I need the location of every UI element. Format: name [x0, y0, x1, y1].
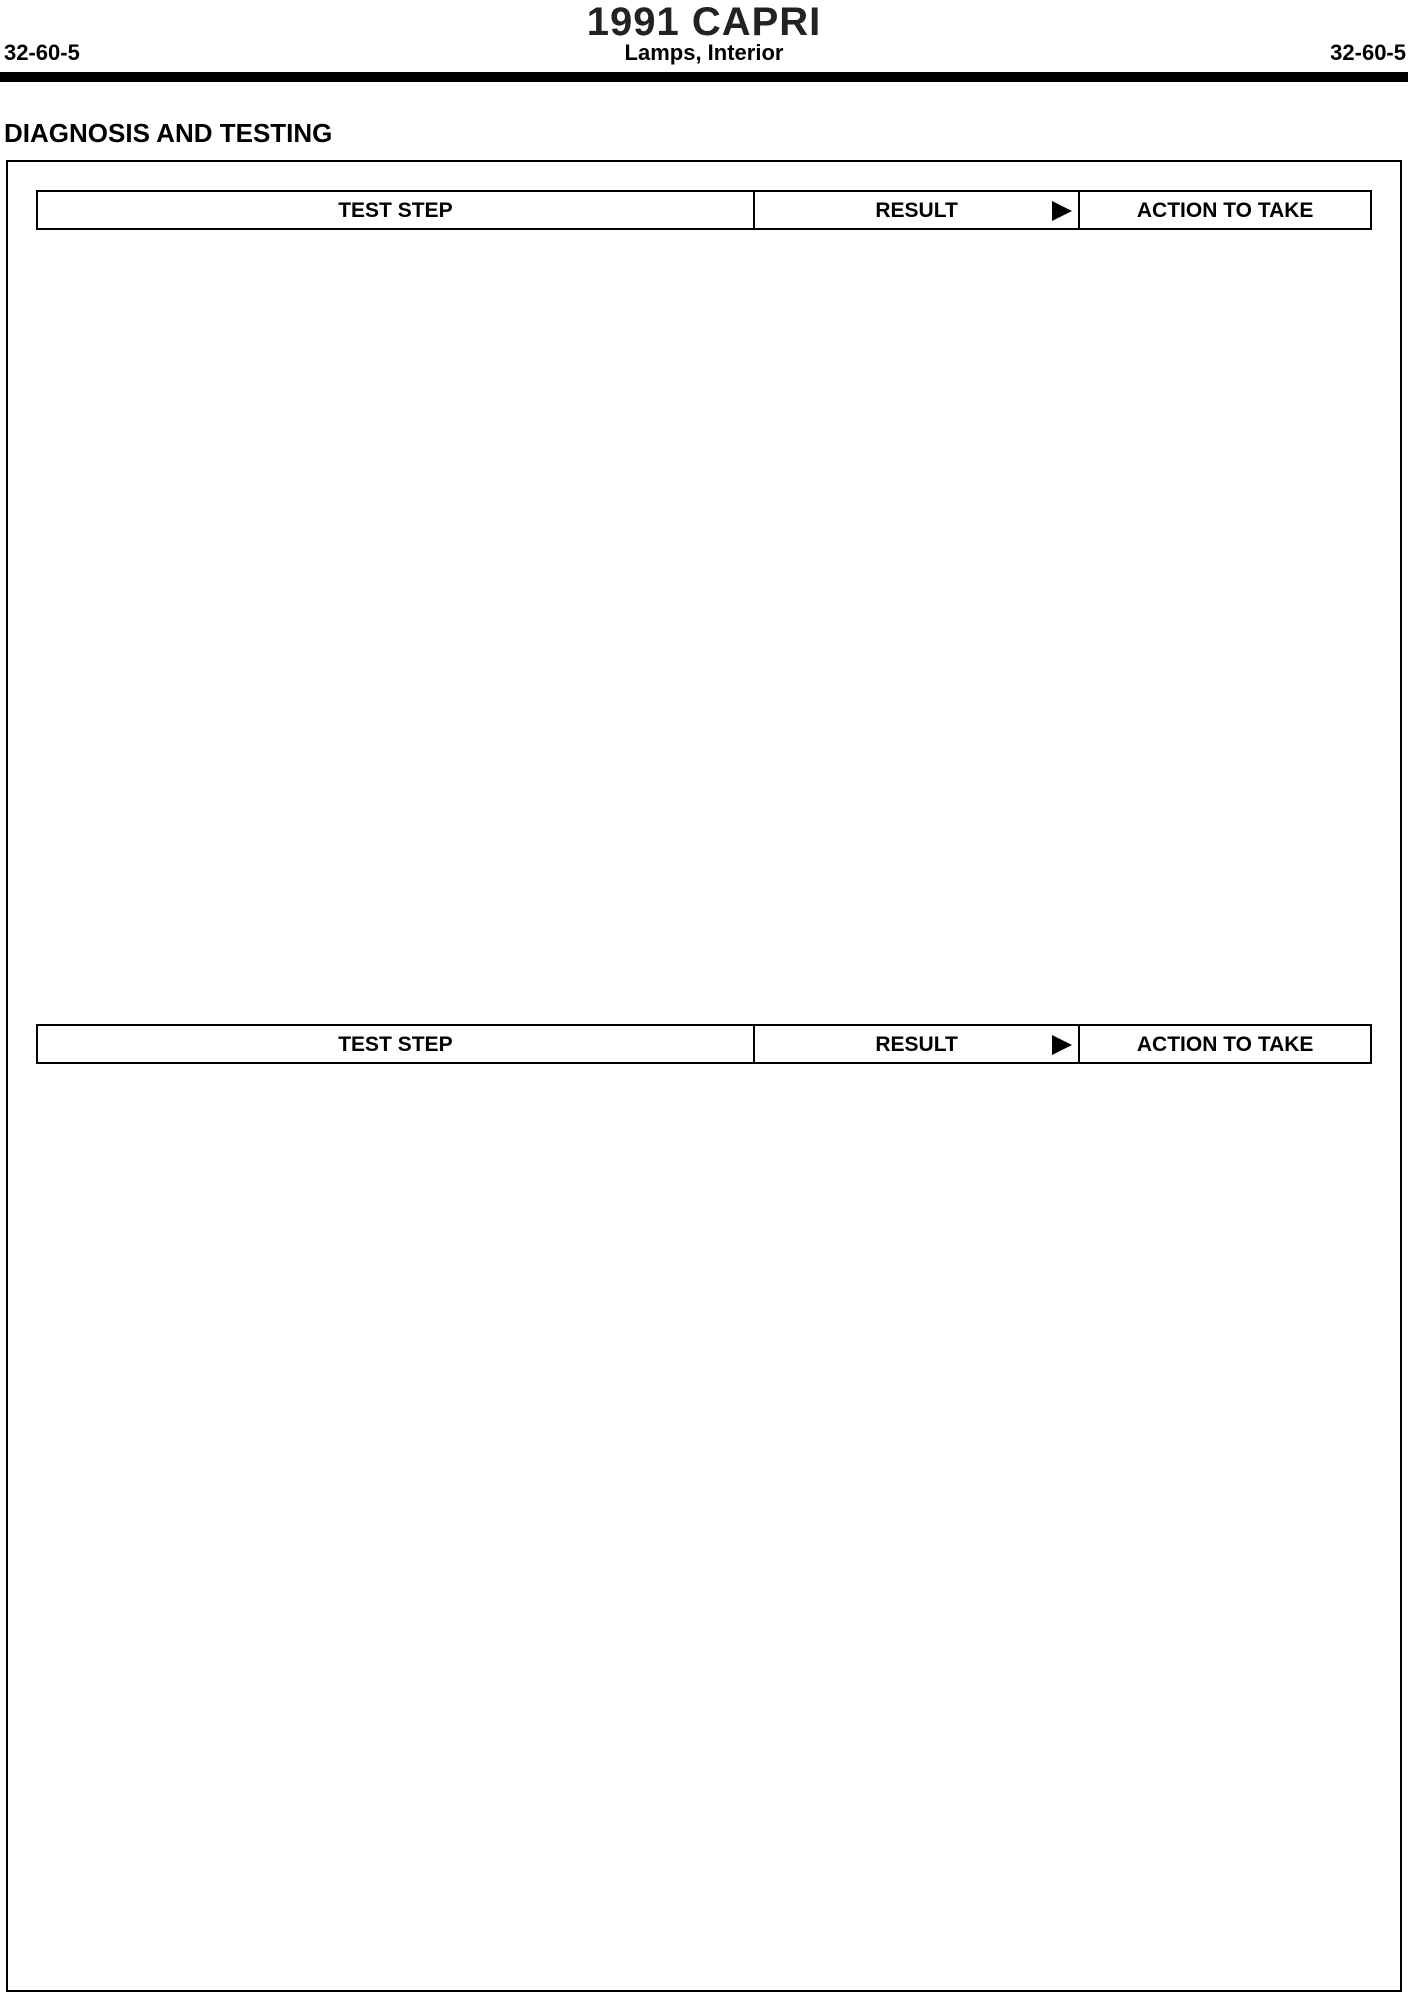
page-number-right: 32-60-5 [1330, 40, 1406, 65]
document-title: 1991 CAPRI [586, 0, 822, 44]
column-header-action: ACTION TO TAKE [1079, 1025, 1371, 1063]
header-rule [0, 72, 1408, 82]
column-header-result [754, 191, 1080, 229]
outer-frame [6, 160, 1402, 1992]
column-header-result-label: RESULT [875, 1032, 958, 1056]
column-header-test-step: TEST STEP [37, 1025, 754, 1063]
column-header-result [754, 1025, 1080, 1063]
diagnosis-table-luggage [36, 190, 1372, 230]
document-subtitle: Lamps, Interior [624, 40, 784, 65]
page-number-left: 32-60-5 [4, 40, 80, 65]
column-header-result-label: RESULT [875, 198, 958, 222]
column-header-test-step: TEST STEP [37, 191, 754, 229]
arrow-right-icon [1052, 201, 1072, 221]
diagnosis-table-interior [36, 1024, 1372, 1064]
section-title: DIAGNOSIS AND TESTING [4, 118, 333, 148]
column-header-action: ACTION TO TAKE [1079, 191, 1371, 229]
arrow-right-icon [1052, 1035, 1072, 1055]
